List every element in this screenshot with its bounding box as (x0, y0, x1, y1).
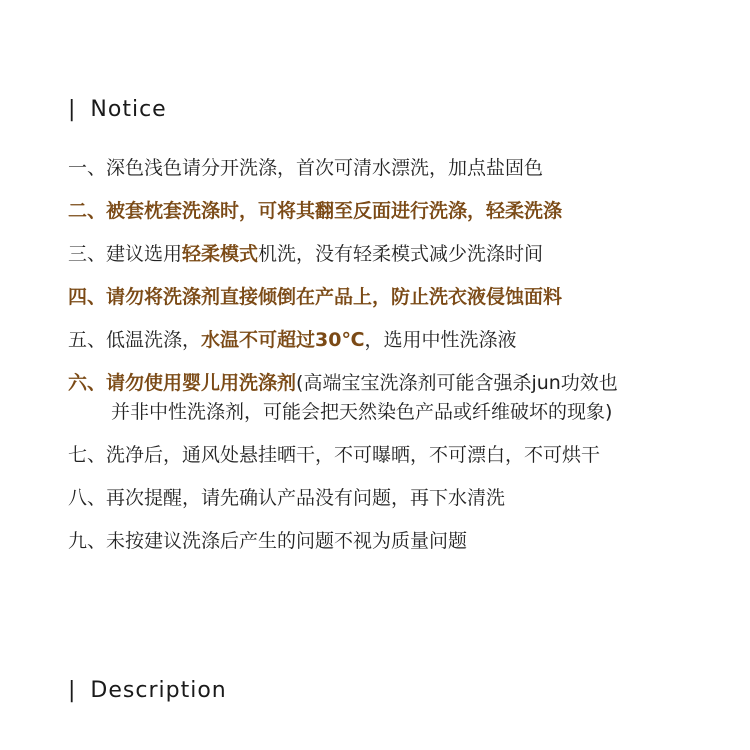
item-text-highlight: 请勿将洗涤剂直接倾倒在产品上，防止洗衣液侵蚀面料 (106, 286, 563, 308)
notice-item-4 (68, 283, 718, 312)
item-text: 未按建议洗涤后产生的问题不视为质量问题 (106, 530, 468, 552)
notice-title: Notice (90, 97, 167, 122)
notice-heading (68, 99, 167, 121)
item-text-line2: 并非中性洗涤剂，可能会把天然染色产品或纤维破坏的现象) (111, 401, 613, 423)
item-text-highlight: 请勿使用婴儿用洗涤剂 (106, 372, 297, 394)
item-prefix: 六、 (68, 372, 107, 394)
description-title: Description (90, 678, 227, 703)
notice-item-7 (68, 441, 718, 470)
item-text-post: 机洗，没有轻柔模式减少洗涤时间 (258, 243, 544, 265)
notice-item-3 (68, 240, 718, 269)
item-prefix: 九、 (68, 530, 107, 552)
item-prefix: 一、 (68, 157, 107, 179)
item-prefix: 三、 (68, 243, 107, 265)
notice-item-9 (68, 527, 718, 556)
item-text-highlight: 被套枕套洗涤时，可将其翻至反面进行洗涤，轻柔洗涤 (106, 200, 563, 222)
notice-list (68, 154, 718, 570)
description-heading (68, 680, 227, 702)
item-text-post: (高端宝宝洗涤剂可能含强杀jun功效也 (296, 372, 618, 394)
item-text: 再次提醒，请先确认产品没有问题，再下水清洗 (106, 487, 506, 509)
item-prefix: 五、 (68, 329, 107, 351)
item-text: 洗净后，通风处悬挂晒干，不可曝晒，不可漂白，不可烘干 (106, 444, 601, 466)
notice-item-2 (68, 197, 718, 226)
item-prefix: 八、 (68, 487, 107, 509)
item-text: 深色浅色请分开洗涤，首次可清水漂洗，加点盐固色 (106, 157, 544, 179)
item-text-highlight: 水温不可超过30℃ (201, 329, 365, 351)
notice-item-8 (68, 484, 718, 513)
notice-item-6 (68, 369, 718, 427)
heading-bar: | (68, 97, 77, 122)
item-text-post: ，选用中性洗涤液 (364, 329, 517, 351)
item-text-highlight: 轻柔模式 (182, 243, 259, 265)
notice-item-5 (68, 326, 718, 355)
notice-item-1 (68, 154, 718, 183)
item-prefix: 二、 (68, 200, 107, 222)
item-prefix: 四、 (68, 286, 107, 308)
item-prefix: 七、 (68, 444, 107, 466)
item-text-pre: 低温洗涤， (106, 329, 202, 351)
heading-bar: | (68, 678, 77, 703)
item-text-pre: 建议选用 (106, 243, 183, 265)
